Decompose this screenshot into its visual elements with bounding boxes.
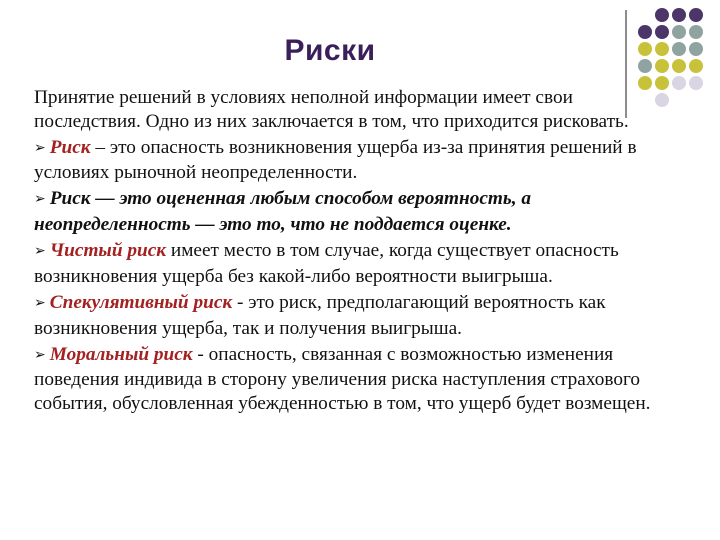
bullet-pure-risk [34, 239, 674, 288]
bullet-text: имеет место в том случае, когда существует опасность возникновения ущерба без какой-либо вероятности выигрыша. [34, 240, 619, 287]
bullet-term: Моральный риск [49, 343, 193, 365]
bullet-moral-risk [34, 343, 674, 416]
bullet-text: — это оцененная любым способом вероятность, а неопределенность — это то, что не поддается оценке. [34, 188, 532, 236]
bullet-term: Чистый риск [49, 240, 167, 262]
slide-body [34, 86, 674, 416]
slide-title: Риски [284, 34, 376, 67]
bullet-risk-uncertainty [34, 187, 674, 236]
bullet-text: - это риск, предполагающий вероятность как возникновения ущерба, так и получения выигрыша. [34, 291, 606, 339]
arrow-bullet-icon: ➢ [34, 139, 46, 156]
arrow-bullet-icon: ➢ [34, 243, 46, 260]
bullet-text: - опасность, связанная с возможностью изменения поведения индивида в сторону увеличения риска наступления страхового события, обусловленная убежденностью в том, что ущерб будет возмещен. [34, 343, 651, 414]
arrow-bullet-icon: ➢ [34, 294, 46, 311]
arrow-bullet-icon: ➢ [34, 346, 46, 363]
bullet-risk-definition [34, 136, 674, 185]
arrow-bullet-icon: ➢ [34, 191, 46, 208]
bullet-term: Спекулятивный риск [49, 291, 233, 313]
bullet-text: – это опасность возникновения ущерба из-за принятия решений в условиях рыночной неопределенности. [34, 136, 637, 184]
bullet-term: Риск [49, 136, 91, 158]
bullet-speculative-risk [34, 291, 674, 340]
intro-paragraph: Принятие решений в условиях неполной информации имеет свои последствия. Одно из них заключается в том, что приходится рисковать. [34, 87, 629, 132]
bullet-term: Риск [49, 188, 91, 210]
